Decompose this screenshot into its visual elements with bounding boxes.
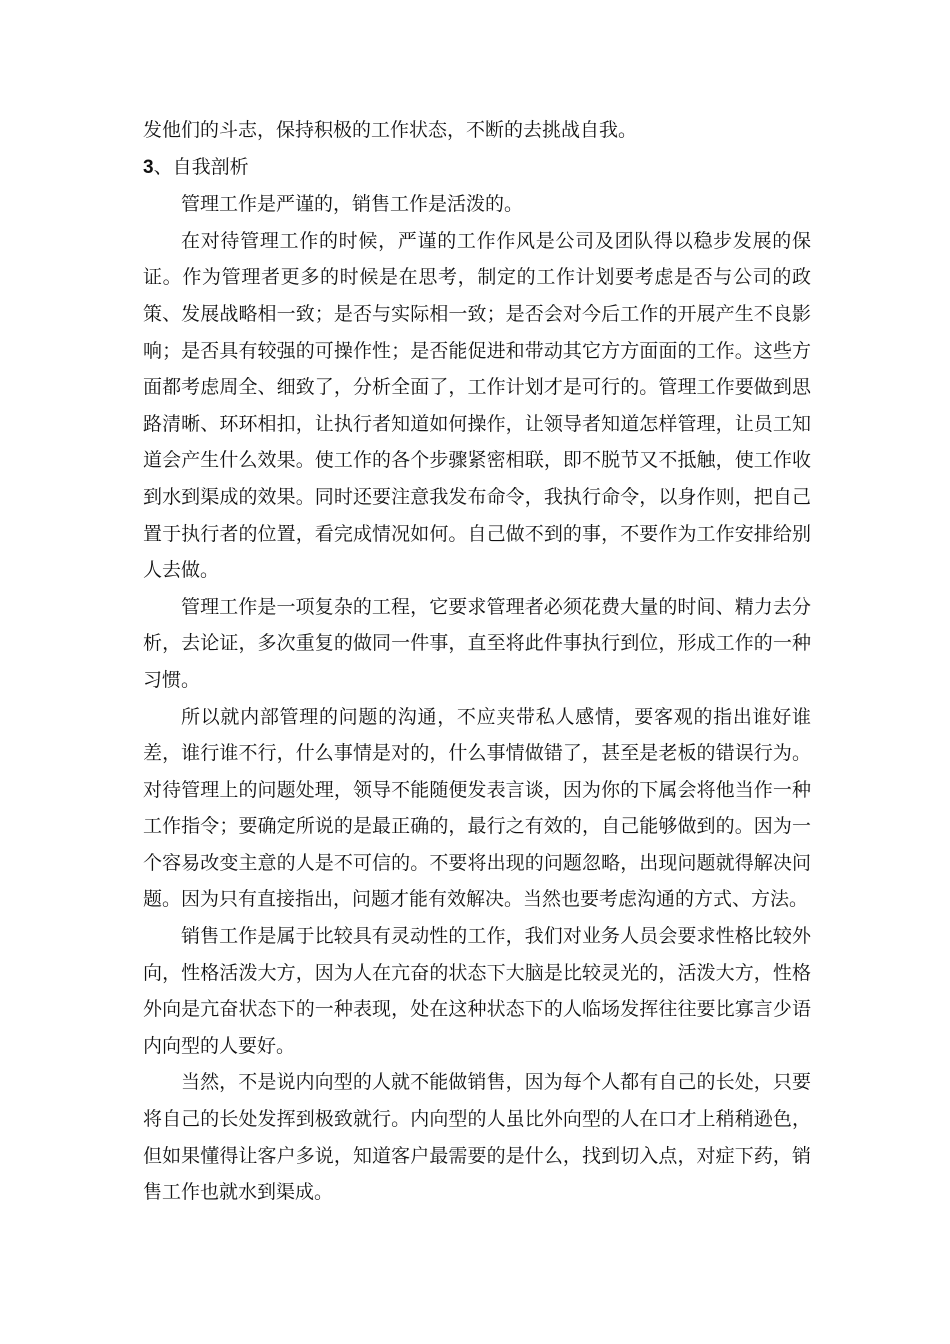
paragraph-management-rigor: 在对待管理工作的时候，严谨的工作作风是公司及团队得以稳步发展的保证。作为管理者更多的时候是在思考，制定的工作计划要考虑是否与公司的政策、发展战略相一致；是否与实际相一致；是否会对今后工作的开展产生不良影响；是否具有较强的可操作性；是否能促进和带动其它方方面面的工作。这些方面都考虑周全、细致了，分析全面了，工作计划才是可行的。管理工作要做到思路清晰、环环相扣，让执行者知道如何操作，让领导者知道怎样管理，让员工知道会产生什么效果。使工作的各个步骤紧密相联，即不脱节又不抵触，使工作收到水到渠成的效果。同时还要注意我发布命令，我执行命令，以身作则，把自己置于执行者的位置，看完成情况如何。自己做不到的事，不要作为工作安排给别人去做。 [143, 229, 811, 582]
paragraph-intro: 管理工作是严谨的，销售工作是活泼的。 [181, 193, 524, 216]
paragraph-introvert-sales: 当然，不是说内向型的人就不能做销售，因为每个人都有自己的长处，只要将自己的长处发挥到极致就行。内向型的人虽比外向型的人在口才上稍稍逊色，但如果懂得让客户多说，知道客户最需要的是什么，找到切入点，对症下药，销售工作也就水到渠成。 [143, 1071, 811, 1204]
section-separator: 、 [153, 155, 173, 178]
section-title: 自我剖析 [172, 155, 249, 178]
paragraph-management-complexity: 管理工作是一项复杂的工程，它要求管理者必须花费大量的时间、精力去分析，去论证，多次重复的做同一件事，直至将此件事执行到位，形成工作的一种习惯。 [143, 595, 811, 691]
section-heading [143, 149, 811, 187]
paragraph-sales-personality: 销售工作是属于比较具有灵动性的工作，我们对业务人员会要求性格比较外向，性格活泼大方，因为人在亢奋的状态下大脑是比较灵光的，活泼大方，性格外向是亢奋状态下的一种表现，处在这种状态下的人临场发挥往往要比寡言少语内向型的人要好。 [143, 925, 811, 1057]
section-number: 3 [143, 156, 154, 178]
paragraph-internal-communication: 所以就内部管理的问题的沟通，不应夹带私人感情，要客观的指出谁好谁差，谁行谁不行，什么事情是对的，什么事情做错了，甚至是老板的错误行为。对待管理上的问题处理，领导不能随便发表言谈，因为你的下属会将他当作一种工作指令；要确定所说的是最正确的，最行之有效的，自己能够做到的。因为一个容易改变主意的人是不可信的。不要将出现的问题忽略，出现问题就得解决问题。因为只有直接指出，问题才能有效解决。当然也要考虑沟通的方式、方法。 [143, 705, 811, 911]
continuation-paragraph: 发他们的斗志，保持积极的工作状态，不断的去挑战自我。 [143, 119, 638, 141]
document-body [143, 112, 811, 1211]
